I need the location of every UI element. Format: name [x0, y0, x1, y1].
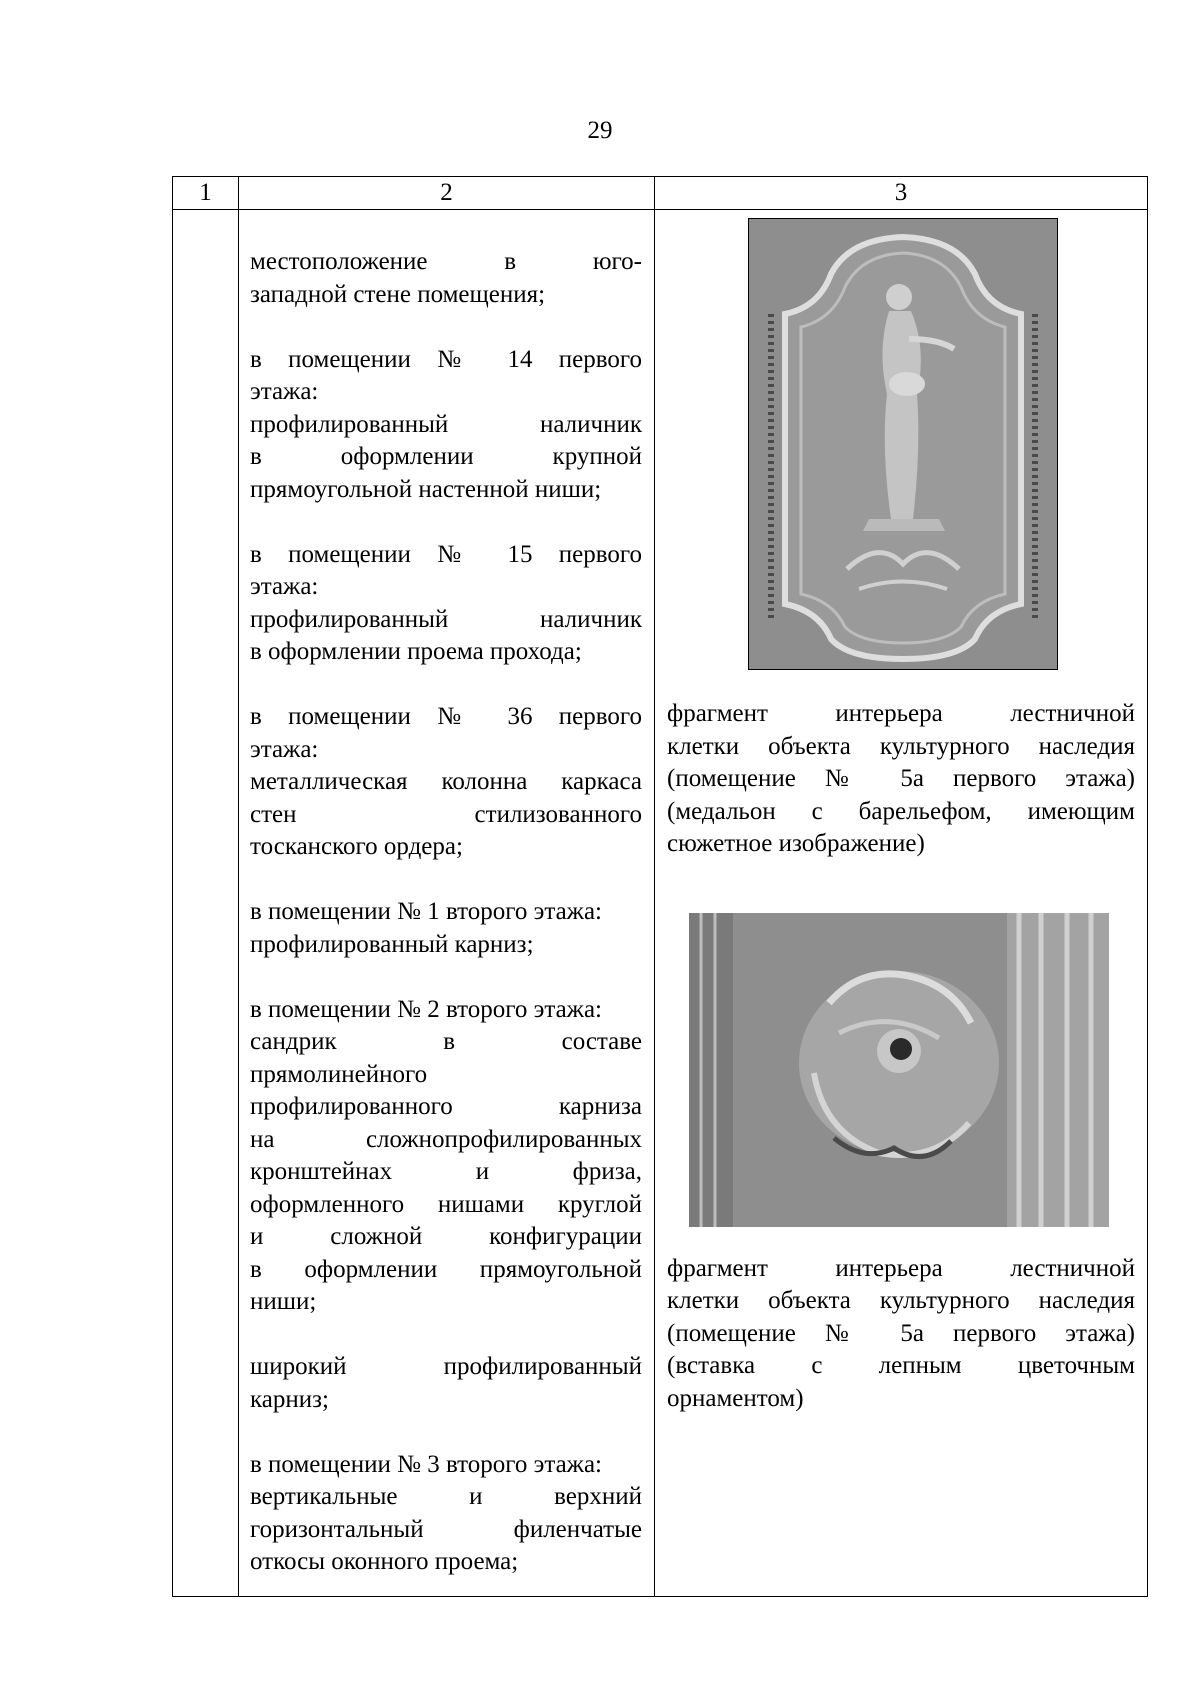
paragraph-room-2-second-floor [250, 994, 642, 1319]
column-1-cell [173, 210, 239, 1597]
text-line: профилированного карниза [250, 1093, 642, 1120]
text-line: металлическая колонна каркаса [250, 768, 642, 795]
text-line: стен стилизованного [250, 800, 642, 828]
table-row [173, 210, 1148, 1597]
paragraph-wide-cornice [250, 1351, 642, 1416]
text-line: сандрик в составе [250, 1028, 642, 1055]
text-line: в помещении № 3 второго этажа: [250, 1450, 602, 1478]
text-line: этажа: [250, 735, 319, 763]
text-line: и сложной конфигурации [250, 1223, 642, 1250]
text-line: прямолинейного [250, 1060, 428, 1088]
text-line: в помещении № 15 первого [250, 540, 642, 568]
text-line: профилированный наличник [250, 410, 642, 438]
text-line: орнаментом) [667, 1384, 804, 1412]
paragraph-room-1-second-floor [250, 896, 642, 961]
text-line: карниз; [250, 1385, 329, 1413]
text-line: (помещение № 5а первого этажа) [667, 1319, 1135, 1347]
text-line: клетки объекта культурного наследия [667, 732, 1135, 760]
text-line: (помещение № 5а первого этажа) [667, 765, 1135, 792]
protected-elements-list [239, 210, 654, 1579]
column-header-3: 3 [655, 177, 1148, 210]
text-line: в помещении № 2 второго этажа: [250, 995, 602, 1023]
text-line: кронштейнах и фриза, [250, 1158, 642, 1185]
text-line: в оформлении проема прохода; [250, 638, 582, 665]
text-line: (медальон с барельефом, имеющим [667, 797, 1135, 825]
text-line: этажа: [250, 378, 319, 405]
column-header-2: 2 [239, 177, 655, 210]
text-line: профилированный карниз; [250, 930, 534, 958]
paragraph-room-14 [250, 344, 642, 507]
paragraph-room-3-second-floor [250, 1449, 642, 1579]
text-line: вертикальные и верхний [250, 1483, 642, 1510]
text-line: в оформлении прямоугольной [250, 1255, 642, 1283]
text-line: тосканского ордера; [250, 833, 463, 860]
text-line: этажа: [250, 573, 319, 600]
column-3-cell [655, 210, 1148, 1597]
column-header-1: 1 [173, 177, 239, 210]
column-2-cell [239, 210, 655, 1597]
text-line: в оформлении крупной [250, 443, 642, 470]
paragraph-room-36 [250, 701, 642, 864]
text-line: местоположение в юго- [250, 248, 642, 275]
text-line: прямоугольной настенной ниши; [250, 475, 602, 503]
floral-ornament-insert-photo-icon [689, 913, 1109, 1227]
text-line: профилированный наличник [250, 605, 642, 633]
text-line: горизонтальный филенчатые [250, 1515, 642, 1543]
figure-caption-2 [667, 1253, 1135, 1416]
text-line: на сложнопрофилированных [250, 1125, 642, 1153]
text-line: в помещении № 36 первого [250, 703, 642, 730]
text-line: широкий профилированный [250, 1353, 642, 1380]
text-line: оформленного нишами круглой [250, 1190, 642, 1218]
text-line: в помещении № 1 второго этажа: [250, 898, 602, 925]
text-line: ниши; [250, 1288, 317, 1315]
text-line: фрагмент интерьера лестничной [667, 1254, 1135, 1282]
text-line: откосы оконного проема; [250, 1548, 519, 1575]
medallion-bas-relief-photo-icon [748, 218, 1058, 670]
text-line: фрагмент интерьера лестничной [667, 700, 1135, 727]
text-line: (вставка с лепным цветочным [667, 1352, 1135, 1379]
text-line: клетки объекта культурного наследия [667, 1287, 1135, 1314]
page-number: 29 [587, 117, 613, 144]
paragraph-location [250, 246, 642, 311]
text-line: западной стене помещения; [250, 280, 546, 308]
figures-column [655, 210, 1147, 1415]
monument-description-table [172, 176, 1148, 1597]
text-line: в помещении № 14 первого [250, 345, 642, 373]
text-line: сюжетное изображение) [667, 830, 925, 857]
figure-caption-1 [667, 698, 1135, 861]
paragraph-room-15 [250, 539, 642, 669]
table-header-row [173, 177, 1148, 210]
